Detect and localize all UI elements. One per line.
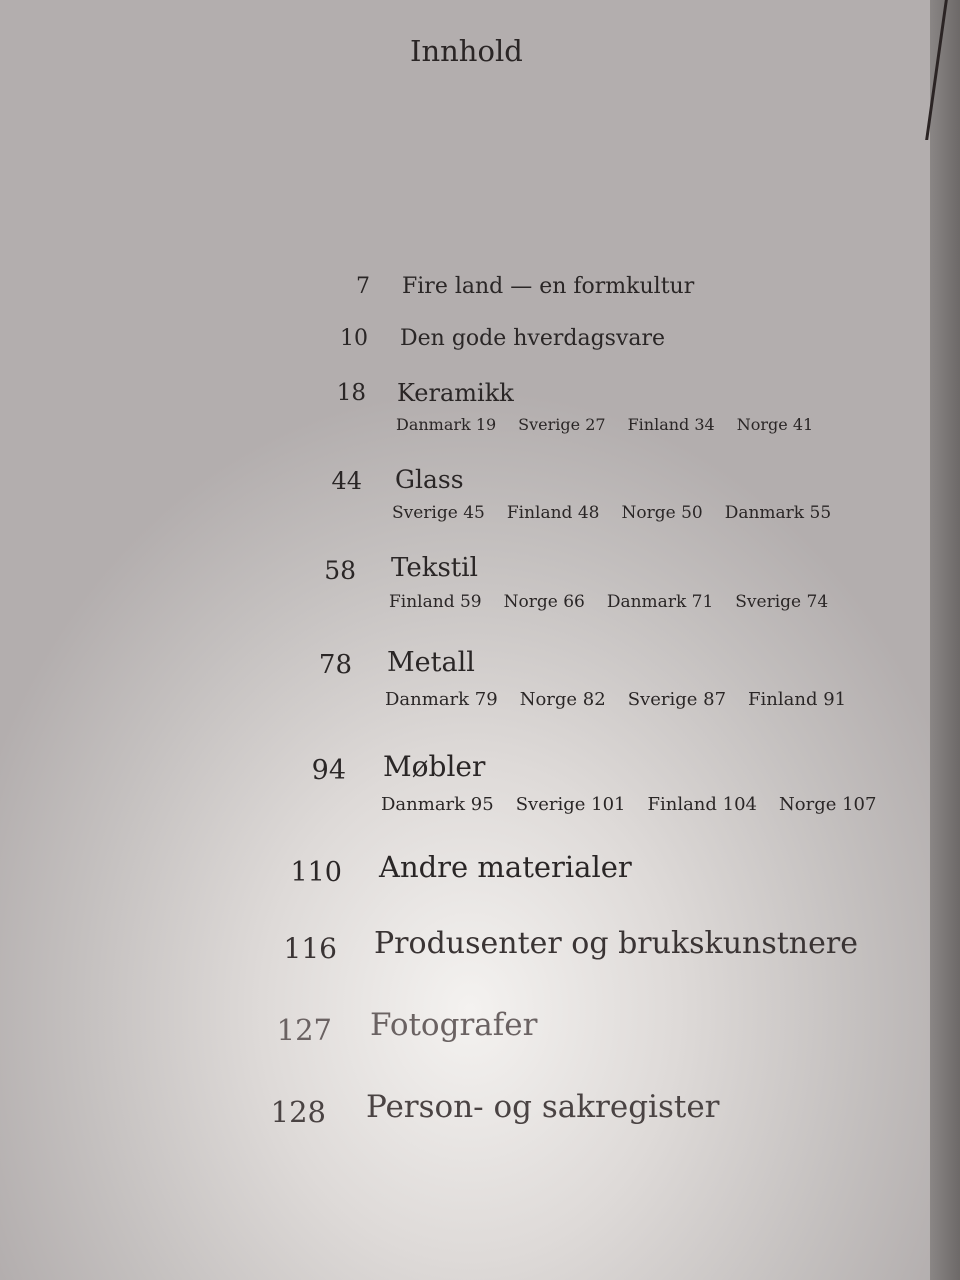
- toc-subentry: Sverige 101: [515, 794, 626, 815]
- toc-page-number: 127: [276, 1013, 332, 1047]
- toc-page-number: 110: [290, 857, 342, 888]
- toc-label: Den gode hverdagsvare: [400, 326, 666, 351]
- toc-page-number: 7: [356, 274, 370, 299]
- toc-subentry: Danmark 95: [381, 794, 494, 815]
- toc-page-number: 58: [324, 556, 356, 585]
- toc-subentry: Danmark 71: [606, 592, 714, 612]
- toc-subentry: Finland 91: [748, 689, 847, 710]
- toc-page-number: 78: [318, 650, 352, 680]
- toc-label: Fire land — en formkultur: [402, 274, 695, 299]
- toc-subentry: Danmark 79: [385, 689, 498, 710]
- toc-subentry: Norge 66: [503, 592, 585, 612]
- toc-label: Tekstil: [391, 553, 478, 583]
- toc-label: Møbler: [383, 750, 486, 783]
- page-title: Innhold: [410, 34, 523, 68]
- toc-subentry: Sverige 87: [627, 689, 727, 710]
- toc-label: Metall: [387, 647, 475, 678]
- toc-subentries: [385, 689, 846, 710]
- toc-subentry: Norge 107: [779, 794, 877, 815]
- toc-subentries: [389, 592, 828, 612]
- toc-subentry: Sverige 45: [392, 503, 485, 523]
- toc-subentry: Norge 82: [519, 689, 606, 710]
- toc-label: Fotografer: [370, 1007, 538, 1043]
- toc-page-number: 10: [340, 326, 368, 351]
- toc-label: Glass: [395, 465, 464, 494]
- toc-subentry: Finland 59: [389, 592, 482, 612]
- toc-label: Keramikk: [397, 379, 514, 407]
- toc-subentry: Sverige 74: [735, 592, 829, 612]
- toc-subentry: Finland 34: [627, 415, 715, 434]
- toc-label: Produsenter og brukskunstnere: [374, 926, 858, 961]
- toc-subentries: [381, 794, 876, 815]
- toc-page-number: 128: [270, 1095, 326, 1129]
- toc-subentry: Finland 48: [506, 503, 600, 523]
- book-cover-edge: [930, 0, 960, 1280]
- toc-subentry: Danmark 19: [396, 415, 497, 434]
- toc-page-number: 44: [331, 467, 362, 495]
- toc-subentry: Danmark 55: [724, 503, 832, 523]
- toc-subentry: Norge 41: [736, 415, 814, 434]
- toc-label: Person- og sakregister: [366, 1089, 720, 1125]
- toc-subentry: Sverige 27: [518, 415, 606, 434]
- toc-subentries: [392, 503, 831, 523]
- toc-subentries: [396, 415, 813, 434]
- toc-page-number: 18: [336, 380, 366, 406]
- toc-page-number: 94: [311, 755, 346, 786]
- toc-subentry: Finland 104: [647, 794, 758, 815]
- toc-label: Andre materialer: [379, 850, 632, 884]
- toc-subentry: Norge 50: [621, 503, 703, 523]
- toc-page-number: 116: [283, 932, 337, 965]
